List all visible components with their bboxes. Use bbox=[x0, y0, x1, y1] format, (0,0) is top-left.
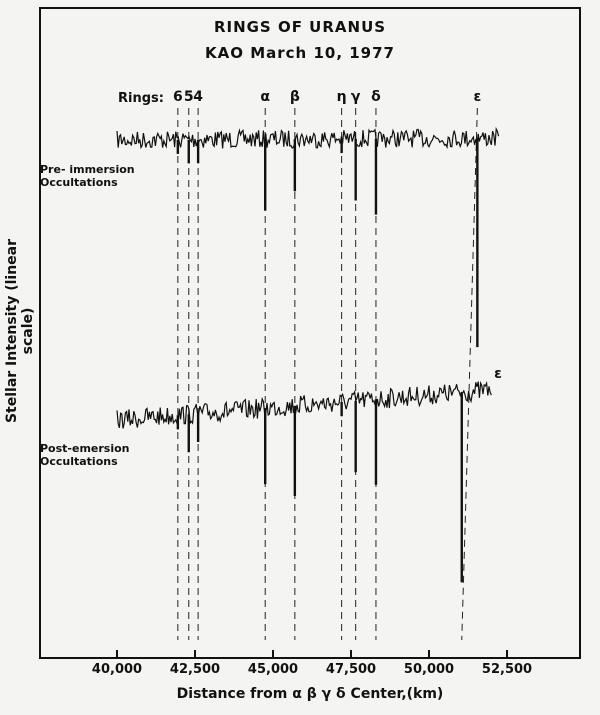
pre-label-line1: Pre- immersion bbox=[40, 163, 135, 176]
x-tick-label: 47,500 bbox=[325, 662, 377, 677]
ring-label-epsilon-post: ε bbox=[494, 366, 502, 382]
x-tick-label: 42,500 bbox=[169, 662, 221, 677]
rings-label: Rings: bbox=[118, 91, 164, 106]
pre-immersion-label bbox=[40, 163, 135, 189]
x-tick-label: 40,000 bbox=[91, 662, 143, 677]
post-label-line1: Post-emersion bbox=[40, 442, 130, 455]
ring-label: η bbox=[336, 89, 347, 105]
series-post-emersion bbox=[117, 382, 491, 429]
ring-label: ε bbox=[473, 89, 482, 105]
ring-label: β bbox=[289, 89, 300, 105]
chart-title: RINGS OF URANUS bbox=[213, 18, 387, 36]
post-label-line2: Occultations bbox=[40, 455, 118, 468]
ring-label: γ bbox=[350, 89, 361, 105]
x-tick-label: 52,500 bbox=[481, 662, 533, 677]
series-pre-immersion bbox=[117, 129, 499, 148]
ring-label: 4 bbox=[193, 89, 203, 105]
pre-label-line2: Occultations bbox=[40, 176, 118, 189]
x-ticks bbox=[117, 650, 507, 658]
x-tick-label: 45,000 bbox=[247, 662, 299, 677]
ring-guide-lines bbox=[178, 108, 478, 640]
ring-guide-line bbox=[462, 108, 478, 640]
ring-dips bbox=[178, 138, 478, 582]
ring-label: δ bbox=[371, 89, 381, 105]
ring-label: 5 bbox=[183, 89, 194, 105]
x-axis-label: Distance from α β γ δ Center,(km) bbox=[176, 686, 444, 702]
post-emersion-label bbox=[40, 442, 130, 468]
y-axis-label: Stellar Intensity (linear scale) bbox=[4, 238, 36, 424]
ring-label: α bbox=[260, 89, 270, 105]
ring-label: 6 bbox=[172, 89, 183, 105]
x-tick-label: 50,000 bbox=[403, 662, 455, 677]
chart-subtitle: KAO March 10, 1977 bbox=[205, 44, 395, 62]
